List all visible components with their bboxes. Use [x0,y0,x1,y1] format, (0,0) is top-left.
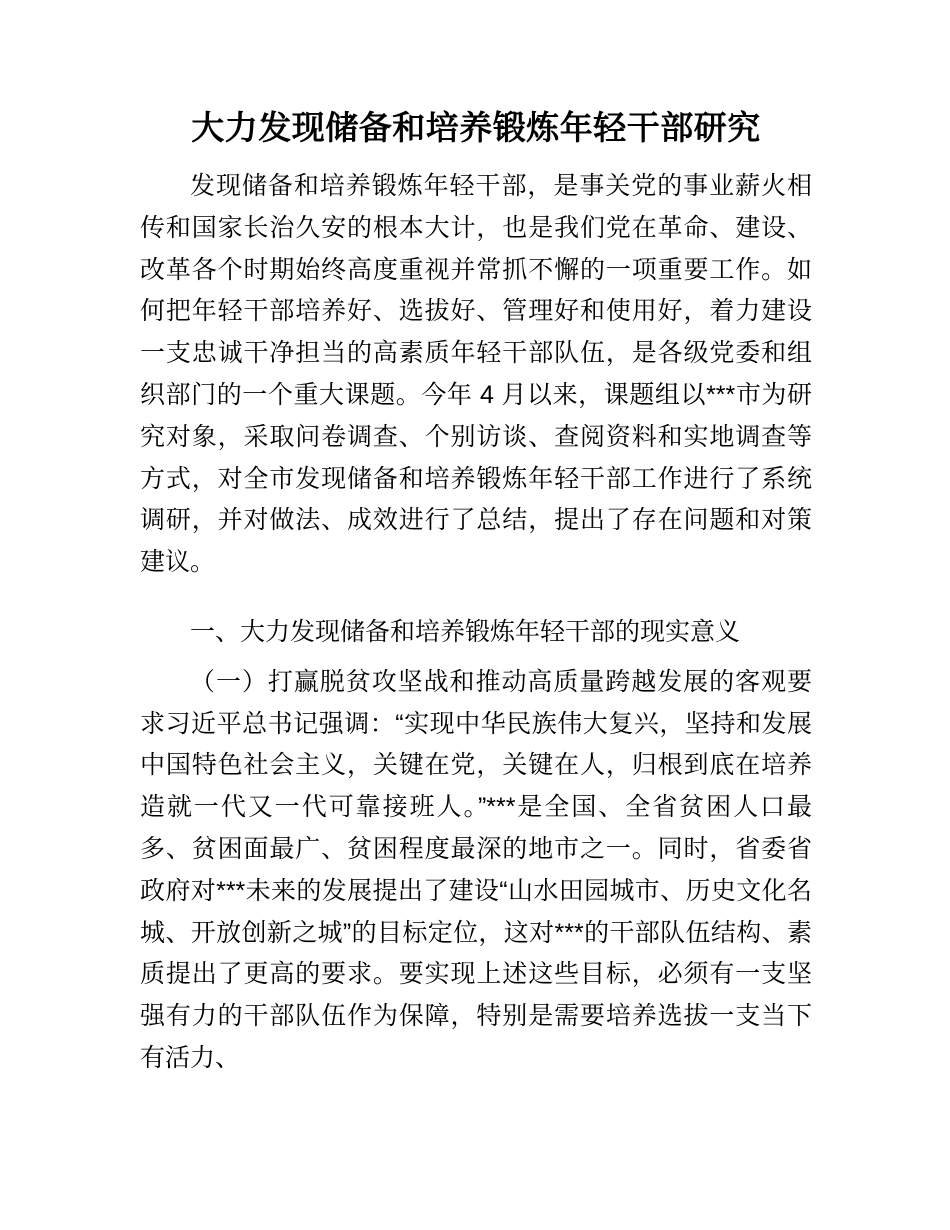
section-1-heading: 一、大力发现储备和培养锻炼年轻干部的现实意义 [190,617,741,646]
document-title: 大力发现储备和培养锻炼年轻干部研究 [191,109,761,146]
intro-paragraph: 发现储备和培养锻炼年轻干部，是事关党的事业薪火相传和国家长治久安的根本大计，也是我们党在革命、建设、改革各个时期始终高度重视并常抓不懈的一项重要工作。如何把年轻干部培养好、选拔好、管理好和使用好，着力建设一支忠诚干净担当的高素质年轻干部队伍，是各级党委和组织部门的一个重大课题。今年 4 月以来，课题组以***市为研究对象，采取问卷调查、个别访谈、查阅资料和实地调查等方式，对全市发现储备和培养锻炼年轻干部工作进行了系统调研，并对做法、成效进行了总结，提出了存在问题和对策建议。 [140,172,812,577]
section-1-paragraph: （一）打赢脱贫攻坚战和推动高质量跨越发展的客观要求习近平总书记强调：“实现中华民族伟大复兴，坚持和发展中国特色社会主义，关键在党，关键在人，归根到底在培养造就一代又一代可靠接班人。”***是全国、全省贫困人口最多、贫困面最广、贫困程度最深的地市之一。同时，省委省政府对***未来的发展提出了建设“山水田园城市、历史文化名城、开放创新之城”的目标定位，这对***的干部队伍结构、素质提出了更高的要求。要实现上述这些目标，必须有一支坚强有力的干部队伍作为保障，特别是需要培养选拔一支当下有活力、 [140,667,812,1072]
